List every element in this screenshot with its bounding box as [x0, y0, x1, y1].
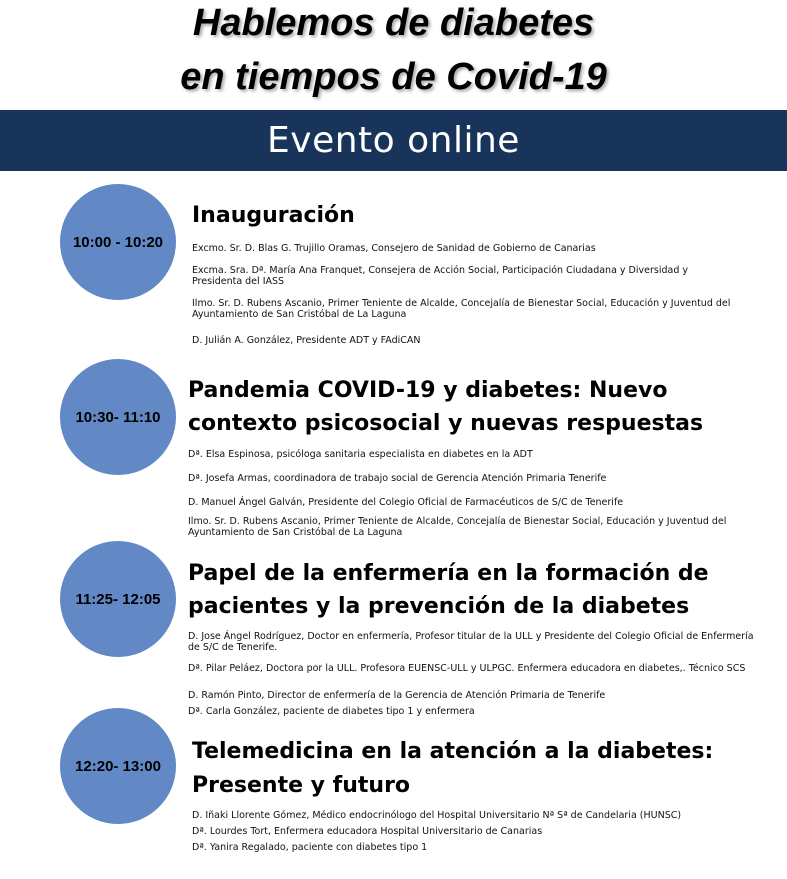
session-3-speaker: Dª. Carla González, paciente de diabetes tipo 1 y enfermera — [188, 706, 475, 717]
session-3-speaker: D. Ramón Pinto, Director de enfermería de la Gerencia de Atención Primaria de Tenerife — [188, 690, 606, 701]
session-3-speaker: Dª. Pilar Peláez, Doctora por la ULL. Profesora EUENSC-ULL y ULPGC. Enfermera educadora en diabetes,. Técnico SCS — [188, 663, 746, 674]
session-4-speaker: D. Iñaki Llorente Gómez, Médico endocrinólogo del Hospital Universitario Nª Sª de Candelaria (HUNSC) — [192, 810, 682, 821]
session-3-title-line-2: pacientes y la prevención de la diabetes — [188, 594, 690, 619]
session-4-time: 12:20- 13:00 — [75, 757, 161, 775]
session-4-speaker: Dª. Yanira Regalado, paciente con diabetes tipo 1 — [192, 842, 428, 853]
session-3-time: 11:25- 12:05 — [75, 590, 161, 608]
session-2-speaker: Dª. Josefa Armas, coordinadora de trabajo social de Gerencia Atención Primaria Tenerife — [188, 473, 607, 484]
session-2-speaker: Dª. Elsa Espinosa, psicóloga sanitaria especialista en diabetes en la ADT — [188, 449, 533, 460]
session-4-title-line-2: Presente y futuro — [192, 773, 411, 798]
session-2-title-line-2: contexto psicosocial y nuevas respuestas — [188, 411, 704, 436]
session-2-title-line-1: Pandemia COVID-19 y diabetes: Nuevo — [188, 378, 668, 403]
session-2-speaker: D. Manuel Ángel Galván, Presidente del Colegio Oficial de Farmacéuticos de S/C de Tenerife — [188, 497, 624, 508]
session-1-speaker: Excma. Sra. Dª. María Ana Franquet, Consejera de Acción Social, Participación Ciudadana y Diversidad y Presidenta del IASS — [192, 265, 688, 287]
page-title-line-2: en tiempos de Covid-19 — [180, 56, 607, 98]
session-3-title-line-1: Papel de la enfermería en la formación de — [188, 561, 709, 586]
session-4-title-line-1: Telemedicina en la atención a la diabetes: — [192, 739, 714, 764]
session-4-speaker: Dª. Lourdes Tort, Enfermera educadora Hospital Universitario de Canarias — [192, 826, 543, 837]
event-banner — [0, 110, 787, 171]
event-banner-text: Evento online — [267, 120, 520, 161]
session-1-title: Inauguración — [192, 203, 355, 228]
session-1-speaker: Ilmo. Sr. D. Rubens Ascanio, Primer Teniente de Alcalde, Concejalía de Bienestar Social, Educación y Juventud del Ayuntamiento de San Cristóbal de La Laguna — [192, 298, 731, 320]
session-1-speaker: Excmo. Sr. D. Blas G. Trujillo Oramas, Consejero de Sanidad de Gobierno de Canarias — [192, 243, 596, 254]
session-1-time-circle — [60, 184, 176, 300]
session-2-time: 10:30- 11:10 — [75, 408, 161, 426]
session-1-time: 10:00 - 10:20 — [72, 233, 164, 251]
session-1-speaker: D. Julián A. González, Presidente ADT y FAdiCAN — [192, 335, 421, 346]
session-3-speaker: D. Jose Ángel Rodríguez, Doctor en enfermería, Profesor titular de la ULL y Presidente del Colegio Oficial de Enfermería de S/C de Tenerife. — [188, 631, 754, 653]
page-title-line-1: Hablemos de diabetes — [192, 2, 595, 44]
session-4-time-circle — [60, 708, 176, 824]
session-2-speaker: Ilmo. Sr. D. Rubens Ascanio, Primer Teniente de Alcalde, Concejalía de Bienestar Social, Educación y Juventud del Ayuntamiento de San Cristóbal de La Laguna — [188, 516, 727, 538]
session-3-time-circle — [60, 541, 176, 657]
session-2-time-circle — [60, 359, 176, 475]
